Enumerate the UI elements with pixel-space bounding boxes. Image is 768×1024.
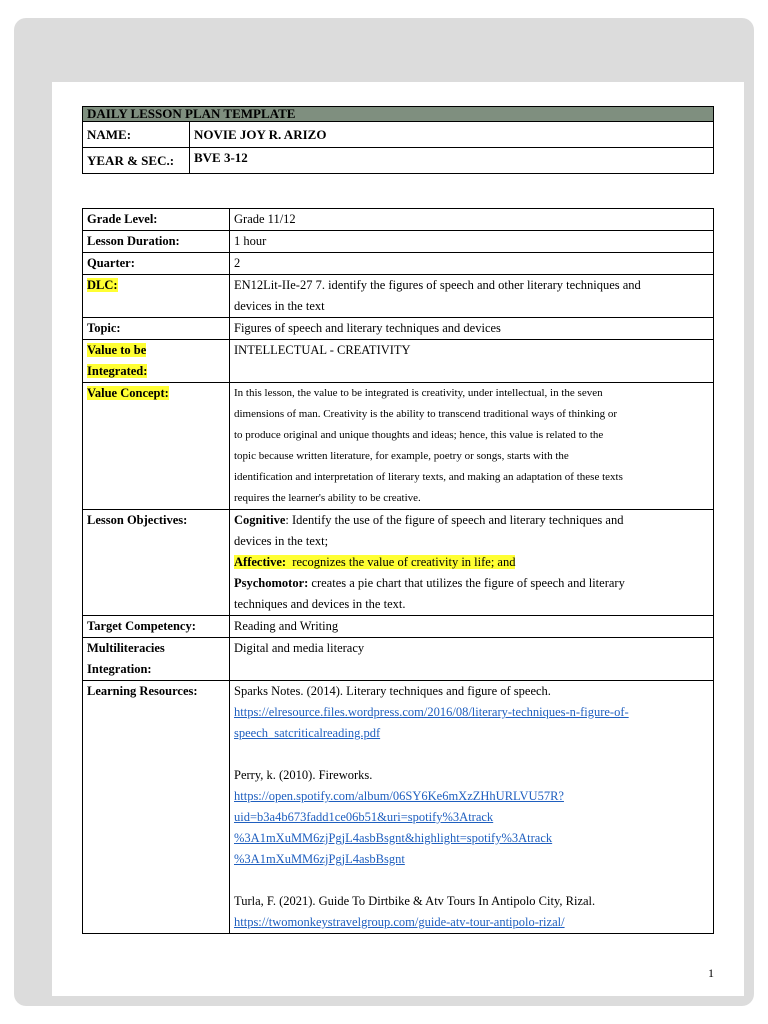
value-concept-line: to produce original and unique thoughts and ideas; hence, this value is related to the [234, 429, 604, 441]
grade-level-label: Grade Level: [83, 209, 230, 231]
table-row [83, 383, 714, 510]
value-concept-text [230, 383, 714, 510]
table-row [83, 231, 714, 253]
table-row [83, 318, 714, 340]
cognitive-label: Cognitive [234, 513, 286, 527]
multiliteracies-label: Integration: [87, 662, 152, 676]
lesson-duration-label: Lesson Duration: [83, 231, 230, 253]
reference-text: Sparks Notes. (2014). Literary techniques and figure of speech. [234, 684, 551, 698]
document-page [52, 82, 744, 996]
document-viewer-frame [14, 18, 754, 1006]
target-competency-value: Reading and Writing [230, 616, 714, 638]
multiliteracies-label: Multiliteracies [87, 641, 165, 655]
value-integrated-label: Integrated: [87, 364, 148, 378]
value-concept-line: dimensions of man. Creativity is the ability to transcend traditional ways of thinking or [234, 408, 618, 420]
reference-link[interactable]: https://twomonkeystravelgroup.com/guide-atv-tour-antipolo-rizal/ [234, 915, 565, 929]
name-value: NOVIE JOY R. ARIZO [190, 122, 714, 148]
target-competency-label: Target Competency: [83, 616, 230, 638]
objectives-value [230, 510, 714, 616]
lesson-duration-value: 1 hour [230, 231, 714, 253]
objectives-label: Lesson Objectives: [83, 510, 230, 616]
table-row [83, 638, 714, 681]
template-title: DAILY LESSON PLAN TEMPLATE [83, 107, 714, 122]
topic-value: Figures of speech and literary techniques and devices [230, 318, 714, 340]
cognitive-text: : Identify the use of the figure of speech and literary techniques and [285, 513, 624, 527]
value-integrated-value: INTELLECTUAL - CREATIVITY [230, 340, 714, 383]
quarter-label: Quarter: [83, 253, 230, 275]
page-number: 1 [708, 966, 714, 980]
affective-text: recognizes the value of creativity in life; and [286, 555, 516, 569]
psychomotor-label: Psychomotor: [234, 576, 309, 590]
grade-level-value: Grade 11/12 [230, 209, 714, 231]
multiliteracies-value: Digital and media literacy [230, 638, 714, 681]
value-concept-line: requires the learner's ability to be creative. [234, 492, 421, 504]
affective-label: Affective: [234, 555, 287, 569]
table-row [83, 510, 714, 616]
value-concept-label: Value Concept: [87, 386, 169, 400]
lesson-plan-table [82, 208, 714, 934]
reference-link[interactable]: speech_satcriticalreading.pdf [234, 726, 381, 740]
reference-link[interactable]: uid=b3a4b673fadd1ce06b51&uri=spotify%3Atrack [234, 810, 494, 824]
table-row [83, 253, 714, 275]
quarter-value: 2 [230, 253, 714, 275]
table-row [83, 275, 714, 318]
dlc-value-line: devices in the text [234, 299, 325, 313]
reference-link[interactable]: https://open.spotify.com/album/06SY6Ke6mXzZHhURLVU57R? [234, 789, 564, 803]
dlc-label: DLC: [87, 278, 118, 292]
reference-link[interactable]: https://elresource.files.wordpress.com/2016/08/literary-techniques-n-figure-of- [234, 705, 629, 719]
value-concept-line: In this lesson, the value to be integrated is creativity, under intellectual, in the seven [234, 387, 603, 399]
reference-text: Perry, k. (2010). Fireworks. [234, 768, 373, 782]
reference-link[interactable]: %3A1mXuMM6zjPgjL4asbBsgnt&highlight=spotify%3Atrack [234, 831, 553, 845]
table-row [83, 340, 714, 383]
dlc-value-line: EN12Lit-IIe-27 7. identify the figures of speech and other literary techniques and [234, 278, 641, 292]
resources-label: Learning Resources: [83, 681, 230, 934]
resources-value [230, 681, 714, 934]
value-concept-line: topic because written literature, for example, poetry or songs, starts with the [234, 450, 569, 462]
header-table [82, 106, 714, 174]
name-label: NAME: [83, 122, 190, 148]
value-concept-line: identification and interpretation of literary texts, and making an adaptation of these texts [234, 471, 623, 483]
table-row [83, 681, 714, 934]
table-row [83, 616, 714, 638]
dlc-value [230, 275, 714, 318]
value-integrated-label: Value to be [87, 343, 147, 357]
year-sec-label: YEAR & SEC.: [83, 148, 190, 174]
reference-text: Turla, F. (2021). Guide To Dirtbike & Atv Tours In Antipolo City, Rizal. [234, 894, 596, 908]
psychomotor-text: creates a pie chart that utilizes the figure of speech and literary [308, 576, 625, 590]
reference-link[interactable]: %3A1mXuMM6zjPgjL4asbBsgnt [234, 852, 405, 866]
psychomotor-text: techniques and devices in the text. [234, 597, 406, 611]
year-sec-value: BVE 3-12 [190, 148, 714, 174]
topic-label: Topic: [83, 318, 230, 340]
cognitive-text: devices in the text; [234, 534, 329, 548]
table-row [83, 209, 714, 231]
